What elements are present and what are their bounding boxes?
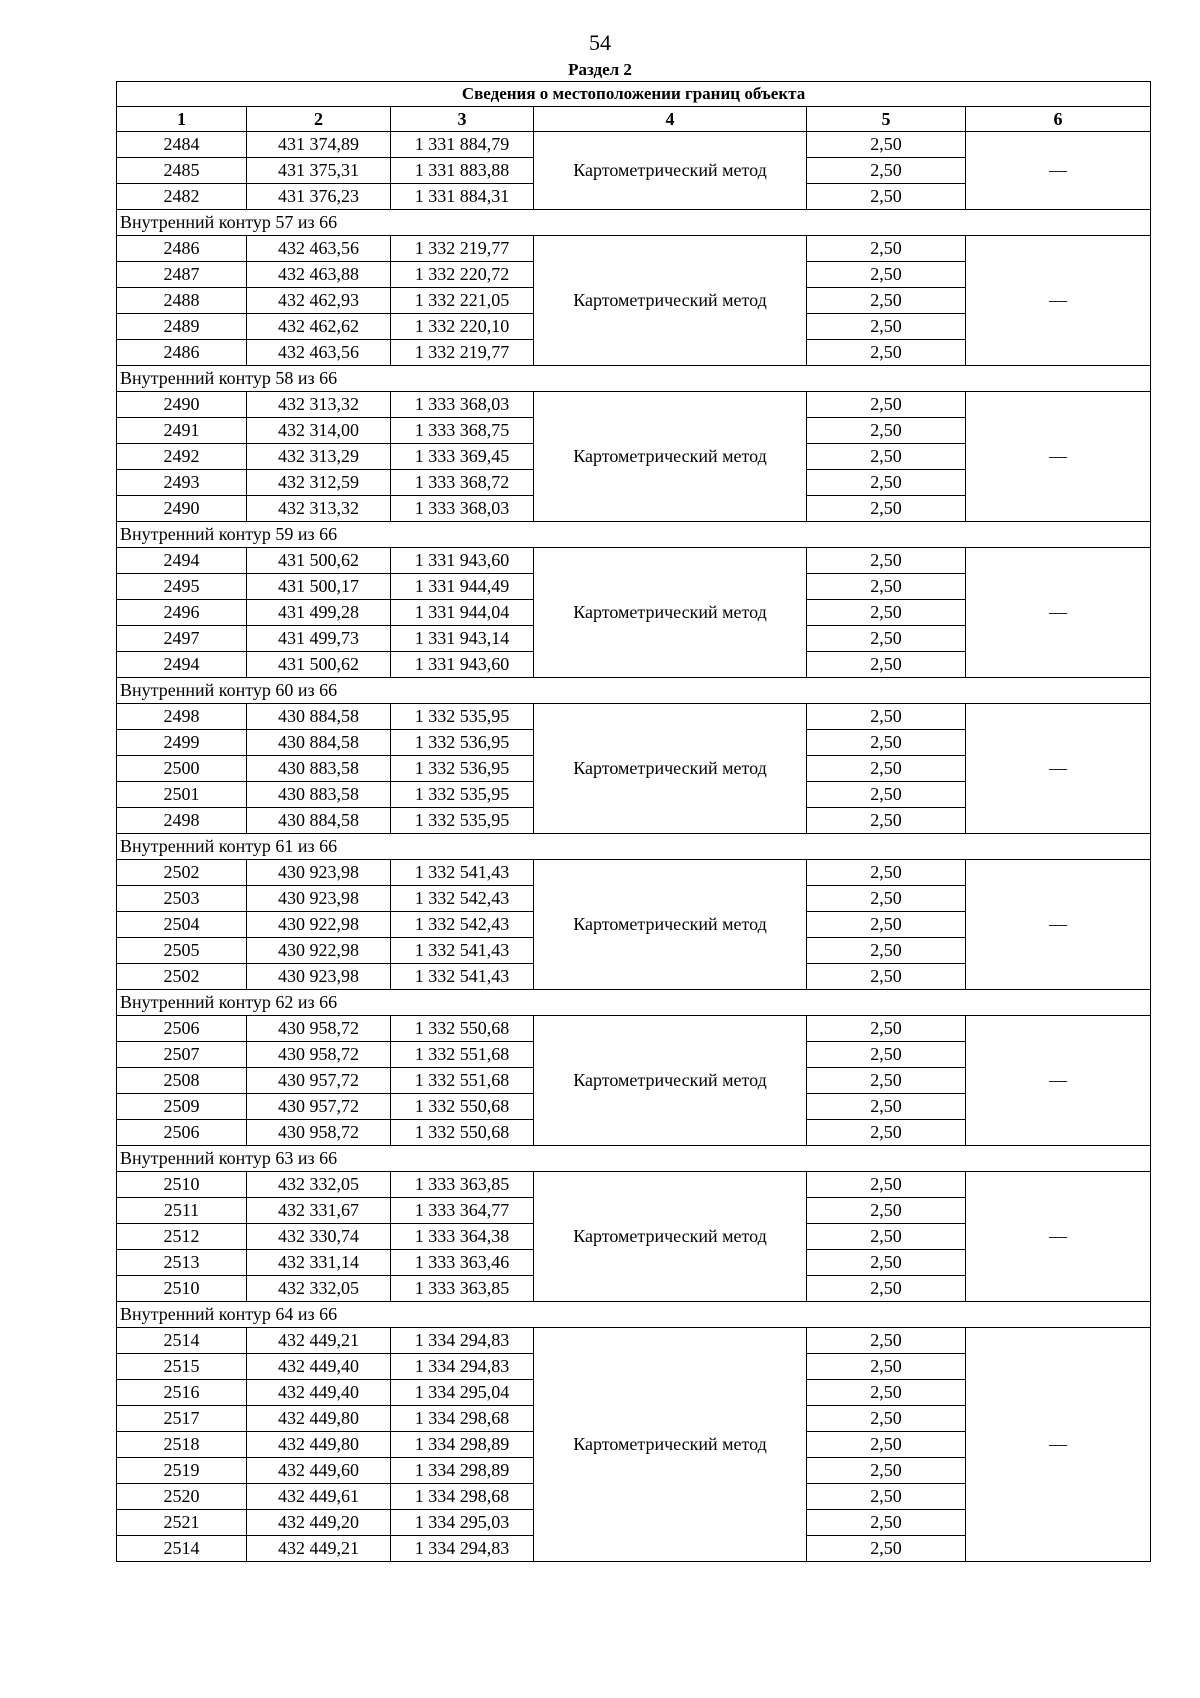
accuracy: 2,50 <box>807 964 966 990</box>
table-row <box>117 1172 1151 1198</box>
contour-header-row <box>117 366 1151 392</box>
point-number: 2494 <box>117 652 247 678</box>
coord-y: 1 334 298,89 <box>391 1432 534 1458</box>
contour-header: Внутренний контур 57 из 66 <box>117 210 1151 236</box>
contour-header: Внутренний контур 60 из 66 <box>117 678 1151 704</box>
coord-y: 1 332 220,72 <box>391 262 534 288</box>
accuracy: 2,50 <box>807 574 966 600</box>
coord-x: 432 449,21 <box>247 1328 391 1354</box>
point-number: 2508 <box>117 1068 247 1094</box>
table-row <box>117 548 1151 574</box>
coord-x: 430 922,98 <box>247 912 391 938</box>
note-cell: — <box>966 1328 1151 1562</box>
accuracy: 2,50 <box>807 938 966 964</box>
table-body <box>117 82 1151 1562</box>
point-number: 2513 <box>117 1250 247 1276</box>
coord-y: 1 331 943,60 <box>391 652 534 678</box>
table-title-row <box>117 82 1151 107</box>
accuracy: 2,50 <box>807 730 966 756</box>
coord-x: 432 331,67 <box>247 1198 391 1224</box>
point-number: 2505 <box>117 938 247 964</box>
coord-x: 432 449,40 <box>247 1380 391 1406</box>
method-cell: Картометрический метод <box>534 392 807 522</box>
coord-x: 432 330,74 <box>247 1224 391 1250</box>
point-number: 2502 <box>117 964 247 990</box>
coord-x: 430 883,58 <box>247 756 391 782</box>
accuracy: 2,50 <box>807 288 966 314</box>
coord-x: 430 883,58 <box>247 782 391 808</box>
coord-x: 432 462,93 <box>247 288 391 314</box>
table-row <box>117 1016 1151 1042</box>
coord-y: 1 333 363,85 <box>391 1276 534 1302</box>
point-number: 2514 <box>117 1536 247 1562</box>
accuracy: 2,50 <box>807 886 966 912</box>
point-number: 2515 <box>117 1354 247 1380</box>
accuracy: 2,50 <box>807 340 966 366</box>
contour-header: Внутренний контур 62 из 66 <box>117 990 1151 1016</box>
point-number: 2519 <box>117 1458 247 1484</box>
method-cell: Картометрический метод <box>534 1172 807 1302</box>
method-cell: Картометрический метод <box>534 1016 807 1146</box>
accuracy: 2,50 <box>807 1172 966 1198</box>
accuracy: 2,50 <box>807 1120 966 1146</box>
note-cell: — <box>966 236 1151 366</box>
point-number: 2494 <box>117 548 247 574</box>
coord-x: 432 314,00 <box>247 418 391 444</box>
coord-x: 432 462,62 <box>247 314 391 340</box>
column-header: 2 <box>247 107 391 132</box>
point-number: 2510 <box>117 1276 247 1302</box>
point-number: 2498 <box>117 704 247 730</box>
coord-y: 1 334 294,83 <box>391 1354 534 1380</box>
coord-x: 431 500,17 <box>247 574 391 600</box>
coord-x: 430 922,98 <box>247 938 391 964</box>
point-number: 2492 <box>117 444 247 470</box>
coord-y: 1 331 884,79 <box>391 132 534 158</box>
point-number: 2510 <box>117 1172 247 1198</box>
coord-y: 1 332 536,95 <box>391 756 534 782</box>
coord-x: 430 923,98 <box>247 886 391 912</box>
coord-y: 1 332 551,68 <box>391 1068 534 1094</box>
coord-y: 1 334 298,68 <box>391 1484 534 1510</box>
point-number: 2495 <box>117 574 247 600</box>
accuracy: 2,50 <box>807 314 966 340</box>
accuracy: 2,50 <box>807 1250 966 1276</box>
contour-header-row <box>117 1302 1151 1328</box>
accuracy: 2,50 <box>807 1380 966 1406</box>
coord-x: 432 463,88 <box>247 262 391 288</box>
point-number: 2486 <box>117 340 247 366</box>
point-number: 2504 <box>117 912 247 938</box>
coord-x: 432 463,56 <box>247 236 391 262</box>
point-number: 2521 <box>117 1510 247 1536</box>
point-number: 2512 <box>117 1224 247 1250</box>
coord-x: 432 313,32 <box>247 496 391 522</box>
coord-y: 1 331 944,04 <box>391 600 534 626</box>
coord-y: 1 332 536,95 <box>391 730 534 756</box>
point-number: 2509 <box>117 1094 247 1120</box>
coord-y: 1 332 535,95 <box>391 782 534 808</box>
method-cell: Картометрический метод <box>534 860 807 990</box>
coord-x: 430 923,98 <box>247 860 391 886</box>
accuracy: 2,50 <box>807 1536 966 1562</box>
coord-x: 431 376,23 <box>247 184 391 210</box>
accuracy: 2,50 <box>807 158 966 184</box>
coord-y: 1 332 551,68 <box>391 1042 534 1068</box>
accuracy: 2,50 <box>807 262 966 288</box>
method-cell: Картометрический метод <box>534 236 807 366</box>
coord-y: 1 334 298,68 <box>391 1406 534 1432</box>
column-header: 4 <box>534 107 807 132</box>
accuracy: 2,50 <box>807 600 966 626</box>
coord-x: 430 958,72 <box>247 1120 391 1146</box>
accuracy: 2,50 <box>807 1068 966 1094</box>
note-cell: — <box>966 1172 1151 1302</box>
contour-header-row <box>117 210 1151 236</box>
coord-x: 432 449,80 <box>247 1406 391 1432</box>
point-number: 2514 <box>117 1328 247 1354</box>
accuracy: 2,50 <box>807 184 966 210</box>
coord-x: 431 374,89 <box>247 132 391 158</box>
coord-y: 1 332 219,77 <box>391 340 534 366</box>
accuracy: 2,50 <box>807 860 966 886</box>
coord-x: 432 313,29 <box>247 444 391 470</box>
accuracy: 2,50 <box>807 782 966 808</box>
coord-x: 431 500,62 <box>247 548 391 574</box>
accuracy: 2,50 <box>807 626 966 652</box>
coord-x: 432 331,14 <box>247 1250 391 1276</box>
coord-y: 1 332 535,95 <box>391 704 534 730</box>
table-row <box>117 704 1151 730</box>
coord-x: 430 958,72 <box>247 1042 391 1068</box>
contour-header-row <box>117 1146 1151 1172</box>
point-number: 2484 <box>117 132 247 158</box>
point-number: 2520 <box>117 1484 247 1510</box>
point-number: 2496 <box>117 600 247 626</box>
coord-y: 1 333 368,03 <box>391 392 534 418</box>
table-row <box>117 132 1151 158</box>
accuracy: 2,50 <box>807 1432 966 1458</box>
point-number: 2518 <box>117 1432 247 1458</box>
section-title: Раздел 2 <box>568 60 632 79</box>
point-number: 2490 <box>117 496 247 522</box>
note-cell: — <box>966 392 1151 522</box>
point-number: 2490 <box>117 392 247 418</box>
accuracy: 2,50 <box>807 1510 966 1536</box>
point-number: 2516 <box>117 1380 247 1406</box>
coord-x: 430 884,58 <box>247 730 391 756</box>
point-number: 2493 <box>117 470 247 496</box>
coord-x: 432 449,20 <box>247 1510 391 1536</box>
coord-x: 430 923,98 <box>247 964 391 990</box>
point-number: 2482 <box>117 184 247 210</box>
coord-x: 431 375,31 <box>247 158 391 184</box>
column-header-row <box>117 107 1151 132</box>
coord-x: 432 463,56 <box>247 340 391 366</box>
contour-header: Внутренний контур 63 из 66 <box>117 1146 1151 1172</box>
column-header: 5 <box>807 107 966 132</box>
coord-y: 1 331 944,49 <box>391 574 534 600</box>
method-cell: Картометрический метод <box>534 1328 807 1562</box>
point-number: 2507 <box>117 1042 247 1068</box>
point-number: 2511 <box>117 1198 247 1224</box>
table-row <box>117 1328 1151 1354</box>
coord-x: 432 449,61 <box>247 1484 391 1510</box>
point-number: 2506 <box>117 1016 247 1042</box>
accuracy: 2,50 <box>807 704 966 730</box>
accuracy: 2,50 <box>807 1406 966 1432</box>
column-header: 3 <box>391 107 534 132</box>
note-cell: — <box>966 860 1151 990</box>
note-cell: — <box>966 704 1151 834</box>
accuracy: 2,50 <box>807 444 966 470</box>
accuracy: 2,50 <box>807 1042 966 1068</box>
coord-x: 432 449,21 <box>247 1536 391 1562</box>
accuracy: 2,50 <box>807 132 966 158</box>
accuracy: 2,50 <box>807 808 966 834</box>
accuracy: 2,50 <box>807 1224 966 1250</box>
coord-y: 1 334 295,03 <box>391 1510 534 1536</box>
contour-header: Внутренний контур 64 из 66 <box>117 1302 1151 1328</box>
accuracy: 2,50 <box>807 1094 966 1120</box>
point-number: 2488 <box>117 288 247 314</box>
coord-x: 432 312,59 <box>247 470 391 496</box>
coord-y: 1 331 943,14 <box>391 626 534 652</box>
contour-header-row <box>117 834 1151 860</box>
note-cell: — <box>966 132 1151 210</box>
coord-y: 1 332 221,05 <box>391 288 534 314</box>
point-number: 2502 <box>117 860 247 886</box>
accuracy: 2,50 <box>807 756 966 782</box>
accuracy: 2,50 <box>807 496 966 522</box>
note-cell: — <box>966 548 1151 678</box>
point-number: 2498 <box>117 808 247 834</box>
point-number: 2503 <box>117 886 247 912</box>
coord-y: 1 332 550,68 <box>391 1016 534 1042</box>
coord-x: 430 884,58 <box>247 704 391 730</box>
coord-x: 430 884,58 <box>247 808 391 834</box>
accuracy: 2,50 <box>807 548 966 574</box>
coord-y: 1 331 883,88 <box>391 158 534 184</box>
coord-x: 430 957,72 <box>247 1068 391 1094</box>
coord-x: 432 332,05 <box>247 1276 391 1302</box>
coord-y: 1 331 943,60 <box>391 548 534 574</box>
coord-x: 432 313,32 <box>247 392 391 418</box>
accuracy: 2,50 <box>807 470 966 496</box>
point-number: 2500 <box>117 756 247 782</box>
table-row <box>117 236 1151 262</box>
coord-x: 432 449,60 <box>247 1458 391 1484</box>
coord-x: 430 958,72 <box>247 1016 391 1042</box>
coord-x: 431 499,28 <box>247 600 391 626</box>
column-header: 6 <box>966 107 1151 132</box>
contour-header: Внутренний контур 58 из 66 <box>117 366 1151 392</box>
accuracy: 2,50 <box>807 418 966 444</box>
accuracy: 2,50 <box>807 652 966 678</box>
coord-y: 1 332 550,68 <box>391 1120 534 1146</box>
coord-y: 1 333 368,72 <box>391 470 534 496</box>
point-number: 2501 <box>117 782 247 808</box>
accuracy: 2,50 <box>807 1354 966 1380</box>
accuracy: 2,50 <box>807 1198 966 1224</box>
accuracy: 2,50 <box>807 1016 966 1042</box>
contour-header: Внутренний контур 59 из 66 <box>117 522 1151 548</box>
point-number: 2497 <box>117 626 247 652</box>
coord-x: 432 449,80 <box>247 1432 391 1458</box>
coord-x: 431 499,73 <box>247 626 391 652</box>
contour-header-row <box>117 522 1151 548</box>
coord-y: 1 333 369,45 <box>391 444 534 470</box>
coord-y: 1 333 363,85 <box>391 1172 534 1198</box>
contour-header-row <box>117 990 1151 1016</box>
coord-y: 1 332 541,43 <box>391 860 534 886</box>
method-cell: Картометрический метод <box>534 132 807 210</box>
coord-y: 1 333 364,77 <box>391 1198 534 1224</box>
coord-x: 431 500,62 <box>247 652 391 678</box>
coord-y: 1 332 542,43 <box>391 912 534 938</box>
method-cell: Картометрический метод <box>534 704 807 834</box>
method-cell: Картометрический метод <box>534 548 807 678</box>
coord-y: 1 334 295,04 <box>391 1380 534 1406</box>
note-cell: — <box>966 1016 1151 1146</box>
point-number: 2486 <box>117 236 247 262</box>
coord-y: 1 333 363,46 <box>391 1250 534 1276</box>
coord-y: 1 331 884,31 <box>391 184 534 210</box>
page-number: 54 <box>589 30 611 55</box>
coord-y: 1 332 220,10 <box>391 314 534 340</box>
accuracy: 2,50 <box>807 1458 966 1484</box>
table-row <box>117 860 1151 886</box>
contour-header-row <box>117 678 1151 704</box>
coord-y: 1 333 368,75 <box>391 418 534 444</box>
coord-x: 432 449,40 <box>247 1354 391 1380</box>
accuracy: 2,50 <box>807 912 966 938</box>
coord-y: 1 332 550,68 <box>391 1094 534 1120</box>
accuracy: 2,50 <box>807 236 966 262</box>
table-title: Сведения о местоположении границ объекта <box>117 82 1151 107</box>
accuracy: 2,50 <box>807 392 966 418</box>
coord-y: 1 332 219,77 <box>391 236 534 262</box>
point-number: 2489 <box>117 314 247 340</box>
boundary-table <box>116 81 1151 1562</box>
table-row <box>117 392 1151 418</box>
point-number: 2499 <box>117 730 247 756</box>
coord-y: 1 334 298,89 <box>391 1458 534 1484</box>
coord-y: 1 332 541,43 <box>391 938 534 964</box>
coord-x: 432 332,05 <box>247 1172 391 1198</box>
coord-y: 1 333 368,03 <box>391 496 534 522</box>
coord-y: 1 333 364,38 <box>391 1224 534 1250</box>
column-header: 1 <box>117 107 247 132</box>
coord-y: 1 334 294,83 <box>391 1536 534 1562</box>
point-number: 2517 <box>117 1406 247 1432</box>
accuracy: 2,50 <box>807 1276 966 1302</box>
point-number: 2485 <box>117 158 247 184</box>
contour-header: Внутренний контур 61 из 66 <box>117 834 1151 860</box>
coord-x: 430 957,72 <box>247 1094 391 1120</box>
point-number: 2506 <box>117 1120 247 1146</box>
coord-y: 1 332 541,43 <box>391 964 534 990</box>
point-number: 2487 <box>117 262 247 288</box>
coord-y: 1 334 294,83 <box>391 1328 534 1354</box>
coord-y: 1 332 542,43 <box>391 886 534 912</box>
point-number: 2491 <box>117 418 247 444</box>
coord-y: 1 332 535,95 <box>391 808 534 834</box>
accuracy: 2,50 <box>807 1328 966 1354</box>
accuracy: 2,50 <box>807 1484 966 1510</box>
